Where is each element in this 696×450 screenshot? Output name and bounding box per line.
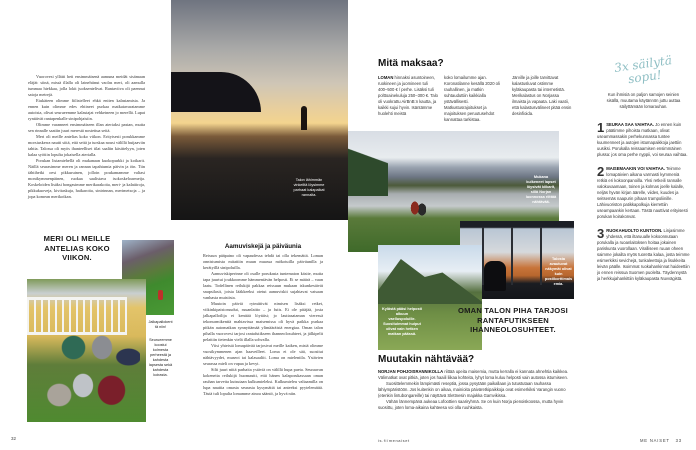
family-photo [27, 279, 146, 422]
tip-title: SEURAA SAA VAIHTAA. [606, 122, 654, 127]
intro-body-text [28, 74, 145, 200]
sidebar-intro: Kun ihmisiä on paljon samojen seinien sisällä, muutama käytännön juttu auttaa säilyttämään lomarauhan. [606, 92, 681, 109]
footer-brand [640, 438, 682, 443]
cost-lead: LOMAN [378, 75, 394, 80]
paragraph-text: riittää upeita maisemia, mutta kerralla ei kannata ahnehtia kaikkea. Välimatkat ovat pitkiä, joten jos haaili liikaa kohteita, lyhyt loma kuluu helposti vain autossa istumiseen. [378, 369, 569, 380]
more-lead: NORJAN POHJOISRANNIKOLLA [378, 369, 444, 374]
cost-heading: Mitä maksaa? [378, 58, 444, 69]
more-heading: Muutakin nähtävää? [378, 354, 475, 365]
paragraph: Aamuviskiperinne oli osalle porukasta tuntematon käsite, mutta tapa juurtui joukkoomme hämmentävän helposti. Ei se määrä – vaan laatu. Todellinen reilukijä pakkaa reissuun mukaan iskunkestävät snapsilasit, joista lääkkeeksi otetut aamuviskit sujahtavat vatsaan vanhasta muistista. [203, 271, 323, 300]
tip-text: Linjasimme yhdessä, että iltaruualle kokoonnutaan porukalla ja ruoanlaitoksen hoitaa jokainen pariskunta vuorollaan. Viralliseen ruuan oheen saimme jokailta myös tuoretta kalaa, josta teimme esimerkiksi sevichejä, tunkaleettoja ja lisukkeita leivän päälle. Isoimmat ruokahankinnat haideettiin jo ennen reissua Suomen puolelta. Täydennystä ja herkkujahankittiin kyläkaupasta Nuvvägistä. [597, 228, 690, 281]
pull-quote-left: MERI OLI MEILLE ANTELIAS KOKO VIIKON. [43, 234, 111, 262]
sunset-caption: Talon lähimmän vinkeiltä löysimme parhaat kalapaikat rannalta. [293, 178, 325, 197]
tip-number: 3 [597, 228, 605, 241]
mountain-caption: Mukana kulkeneet lapset löysivät kiikarit, sillä Norjan luonnossa riittää nähtävää. [525, 175, 557, 204]
cost-text: hinnaksi asuntoineen, ruokineen ja juomineen tuli 400–500 € / perhe. Lisäksi tuli polttoainekuluja 250–300 €. Talo oli vuokrattu AirBnB:n kautta, ja kaikki sujui hyvin. Isäntämme huolehti meistä [378, 75, 438, 116]
tip-text: Teimme lomapäivien aikana varmasti kymmeniä retkiä eri kokoonpanoilla. Yksi retkeili rannalle valokuvaamaan, toinen ja kolmas joelle kalalle, neljäs hyvän kirjan äärelle, viides, kuudes ja seitsemäs naapurin pihaan trampoliinille. Lähivuoriston patikkapolkuja kierrettiin useampaankin kertaan. Tästä nauttivat erityisesti porukan koirakonvat. [597, 166, 688, 219]
sidebar-script-title: 3x säilytä sopu! [612, 53, 673, 87]
paragraph: Vuorovesi yllätti heti ensimmäisenä aamuna meidät sisämaan eläjät: siinä, missä illalla oli lainehtinut vaolas meri, oli aamulla tummaa hiekkaa, jolla lokit juoksentelivat. Rantaviiva oli paennut satoja metrejä. [28, 74, 145, 97]
section-body-text [203, 253, 323, 397]
brand-name: ME NAISET [640, 438, 670, 443]
tips-sidebar [597, 50, 690, 282]
paragraph: Suosittelemmekin lämpimästi reseptiä, jossa pysytään paikallaan ja tutustutaan rauhassa lähiympäristöön. Jos kuitenkin on aikaa, mainioita päiväretkipaikkoja ovat esimerkiksi Varangin vuono (etenkin lintubongareille) tai näyttävä Slettnesin majakka Gamvikissa. [378, 381, 566, 398]
family-caption: Seurueemme koostui kolmesta perheestä ja kahdesta lapsesta sekä kahdesta koirasta. [148, 338, 173, 377]
page-number-left: 32 [11, 436, 17, 441]
dark-slope [348, 131, 388, 196]
paragraph: Etukäteen olimme fiilistelleet ehkä eniten kalastamista. Ja ennen kuin olimme edes ehtineet purkaa matkatavaratamme autoista, olivat seurueemme kalastajat vehkeineen jo merellä. Lupat ryntäivät rantapenkalle sinipohjaisiin. [28, 98, 145, 121]
page-number-right: 33 [675, 438, 682, 443]
cost-column-2: koko lomailumme ajan. Koronatilanne kesällä 2020 oli rauhallinen, ja matkin suhtauduttiin kaikkialla ystävällisesti. Matkustusrajoitukset ja majoituksen peruutusehdot kannattaa tarkistaa. [444, 75, 500, 122]
pull-quote-right: OMAN TALON PIHA TARJOSI RANTAFUTIKSEEN IHANNEOLOSUHTEET. [458, 306, 568, 334]
paragraph: Reissun pääpaino oli vapaudessa tehdä tai olla tekemättä. Loman onnistumista mitattiin muun muassa mökotuilla päiväunilla ja kerätyillä sinipoluilla. [203, 253, 323, 270]
window-caption: Talosta avautuvat näkymät olivat kuin postikorttimaisemia. [544, 257, 573, 286]
tip-title: RUOKAHUOLTO KUNTOON. [606, 228, 663, 233]
paragraph: Vähän lännempänä aukeaa Lofoottien saariryhmä. Se on kuin Norja pienoiskoossa, mutta hyvin suosittu, joten loma-aikaina kahteesa voi olla ruuhkaista. [378, 399, 564, 410]
section-heading: Aamuviskejä ja päiväunia [224, 243, 302, 250]
tip-number: 2 [597, 166, 605, 179]
football-caption: Jalkapallokenttä niin! [148, 320, 173, 329]
player-figure [158, 290, 163, 300]
cost-column-3: Järville ja joille tarvittavat kalastusluvat ostimme kyläkaupasta tai internetistä. Merikalastus on Norjassa ilmaista ja vapaata. Laki vaatii, että kalastusvälineet pitää ensin desinfioida. [512, 75, 572, 116]
people-group [45, 319, 140, 414]
paragraph [378, 369, 575, 381]
headland-silhouette [171, 72, 261, 112]
tip-number: 1 [597, 122, 605, 135]
tip-3 [597, 228, 690, 282]
cost-column-1 [378, 75, 438, 117]
tip-title: MAISEMAAKIN VOI VAIHTAA. [606, 166, 665, 171]
sunset-photo [171, 0, 348, 220]
tip-2 [597, 166, 690, 220]
peak-caption: Kylästä pääsi helposti alkuun vaelluspoluille. Suosituimmat huiput olivat vain hetken matkan päässä. [382, 307, 422, 336]
paragraph: Olimme varanneet ensimmäiseen illan ateriaksi pastan, mutta sen rinnalle saatiin juuri merestä nostettua seitä. [28, 122, 145, 133]
paragraph: Viisi yhteistä lomapäivää tarjosivat meille kaiken, mistä olimme vuosikymmenen ajan haaveilleet. Loma ei ole sää, suositut nähtävyydet, museot tai kalasaaliit. Loma on mielentila. Ystävien seurassa mieli on vapaa ja kevyt. [203, 343, 323, 366]
armchair [484, 261, 506, 291]
peak-shape [378, 259, 482, 304]
tip-text: Jo ennen kuin päätimme pihoista matkaan, olivat useammassakin perhekunnassa tuntee kuumenneet ja autojen istumapaikkoja jaettiin uusiksi. Porukalla reissaamisen ensimmäinen plussa: jos oma perhe nyppii, voi seuraa vaihtaa. [597, 122, 688, 157]
hikers-figures [410, 196, 426, 226]
person-silhouette [301, 106, 307, 130]
paragraph: Porukan listamiehellä oli mukanaan kuokopurkki ja koikarit. Näillä seurasimme meren ja rannan tapahtumia päivin ja öin. Tiin tähtihetki oesi pikkuruinen, jolloin poukamamme valtasi monikymmenpäinen, ruokaa saalistava isokoskeloarmeija. Koskeloiden lisäksi bongasimme merikarakoita, meri- ja kalatiiroja, pikkukuoveja, kivitaskuja, haikaroita, sinirinnan, merimetsoja – ja jopa komean merikotkan. [28, 158, 145, 199]
footer-url[interactable]: is.fi/menaiset [378, 438, 410, 443]
paragraph: Silti juuri niitä parhaita ystäviä on välillä hupa paeta. Seuraavan kokeneita reilukijä huomautti, että hänen kalaporukassaan oman rauhan tarvetta kutsutaan kulkumieleksi. Kulkumieleu valtaamilla on lupa nauttia omasta seurasta kysymättä tai anteeksi pyytelemättä. Tästä tuli lopulta lomamme ainoa sääntö, ja hyvä niin. [203, 367, 323, 396]
paragraph: Meri oli meille antelias koko viikon. Erityisesti porukkamme morsiuskerra nautti siitä, että seitä ja turskaa nousi välillä huijaaviin tahtia. Talossa oli myös ihanteelliset tilat saaliin käsittelyyn, joten kalaa syötiin lopulta jokaisella aterialla. [28, 134, 145, 157]
more-body-text [378, 369, 575, 411]
paragraph: Muutoin päiviä rytmittivät nimisen lisäksi retket, viikinkipaistoruudut, ruuanlaitto – ja futis. Ei ole pitäjää, josta jalkapalloilija ei kenttää löytäisi; jo lauttasataman vieressä tekonurmikenttä mahtavissa maisemissa oli hyvä paikka purkaa pitkän automatkan synnyttämää ylimääräistä energiaa. Oman talon pihalla vuorovesi tarjosi rantafutikseen ihanneolosuhteet, ja jälkipelit pelattiin tietenkin vielä illalla sohvalla. [203, 301, 323, 342]
tip-1 [597, 122, 690, 158]
